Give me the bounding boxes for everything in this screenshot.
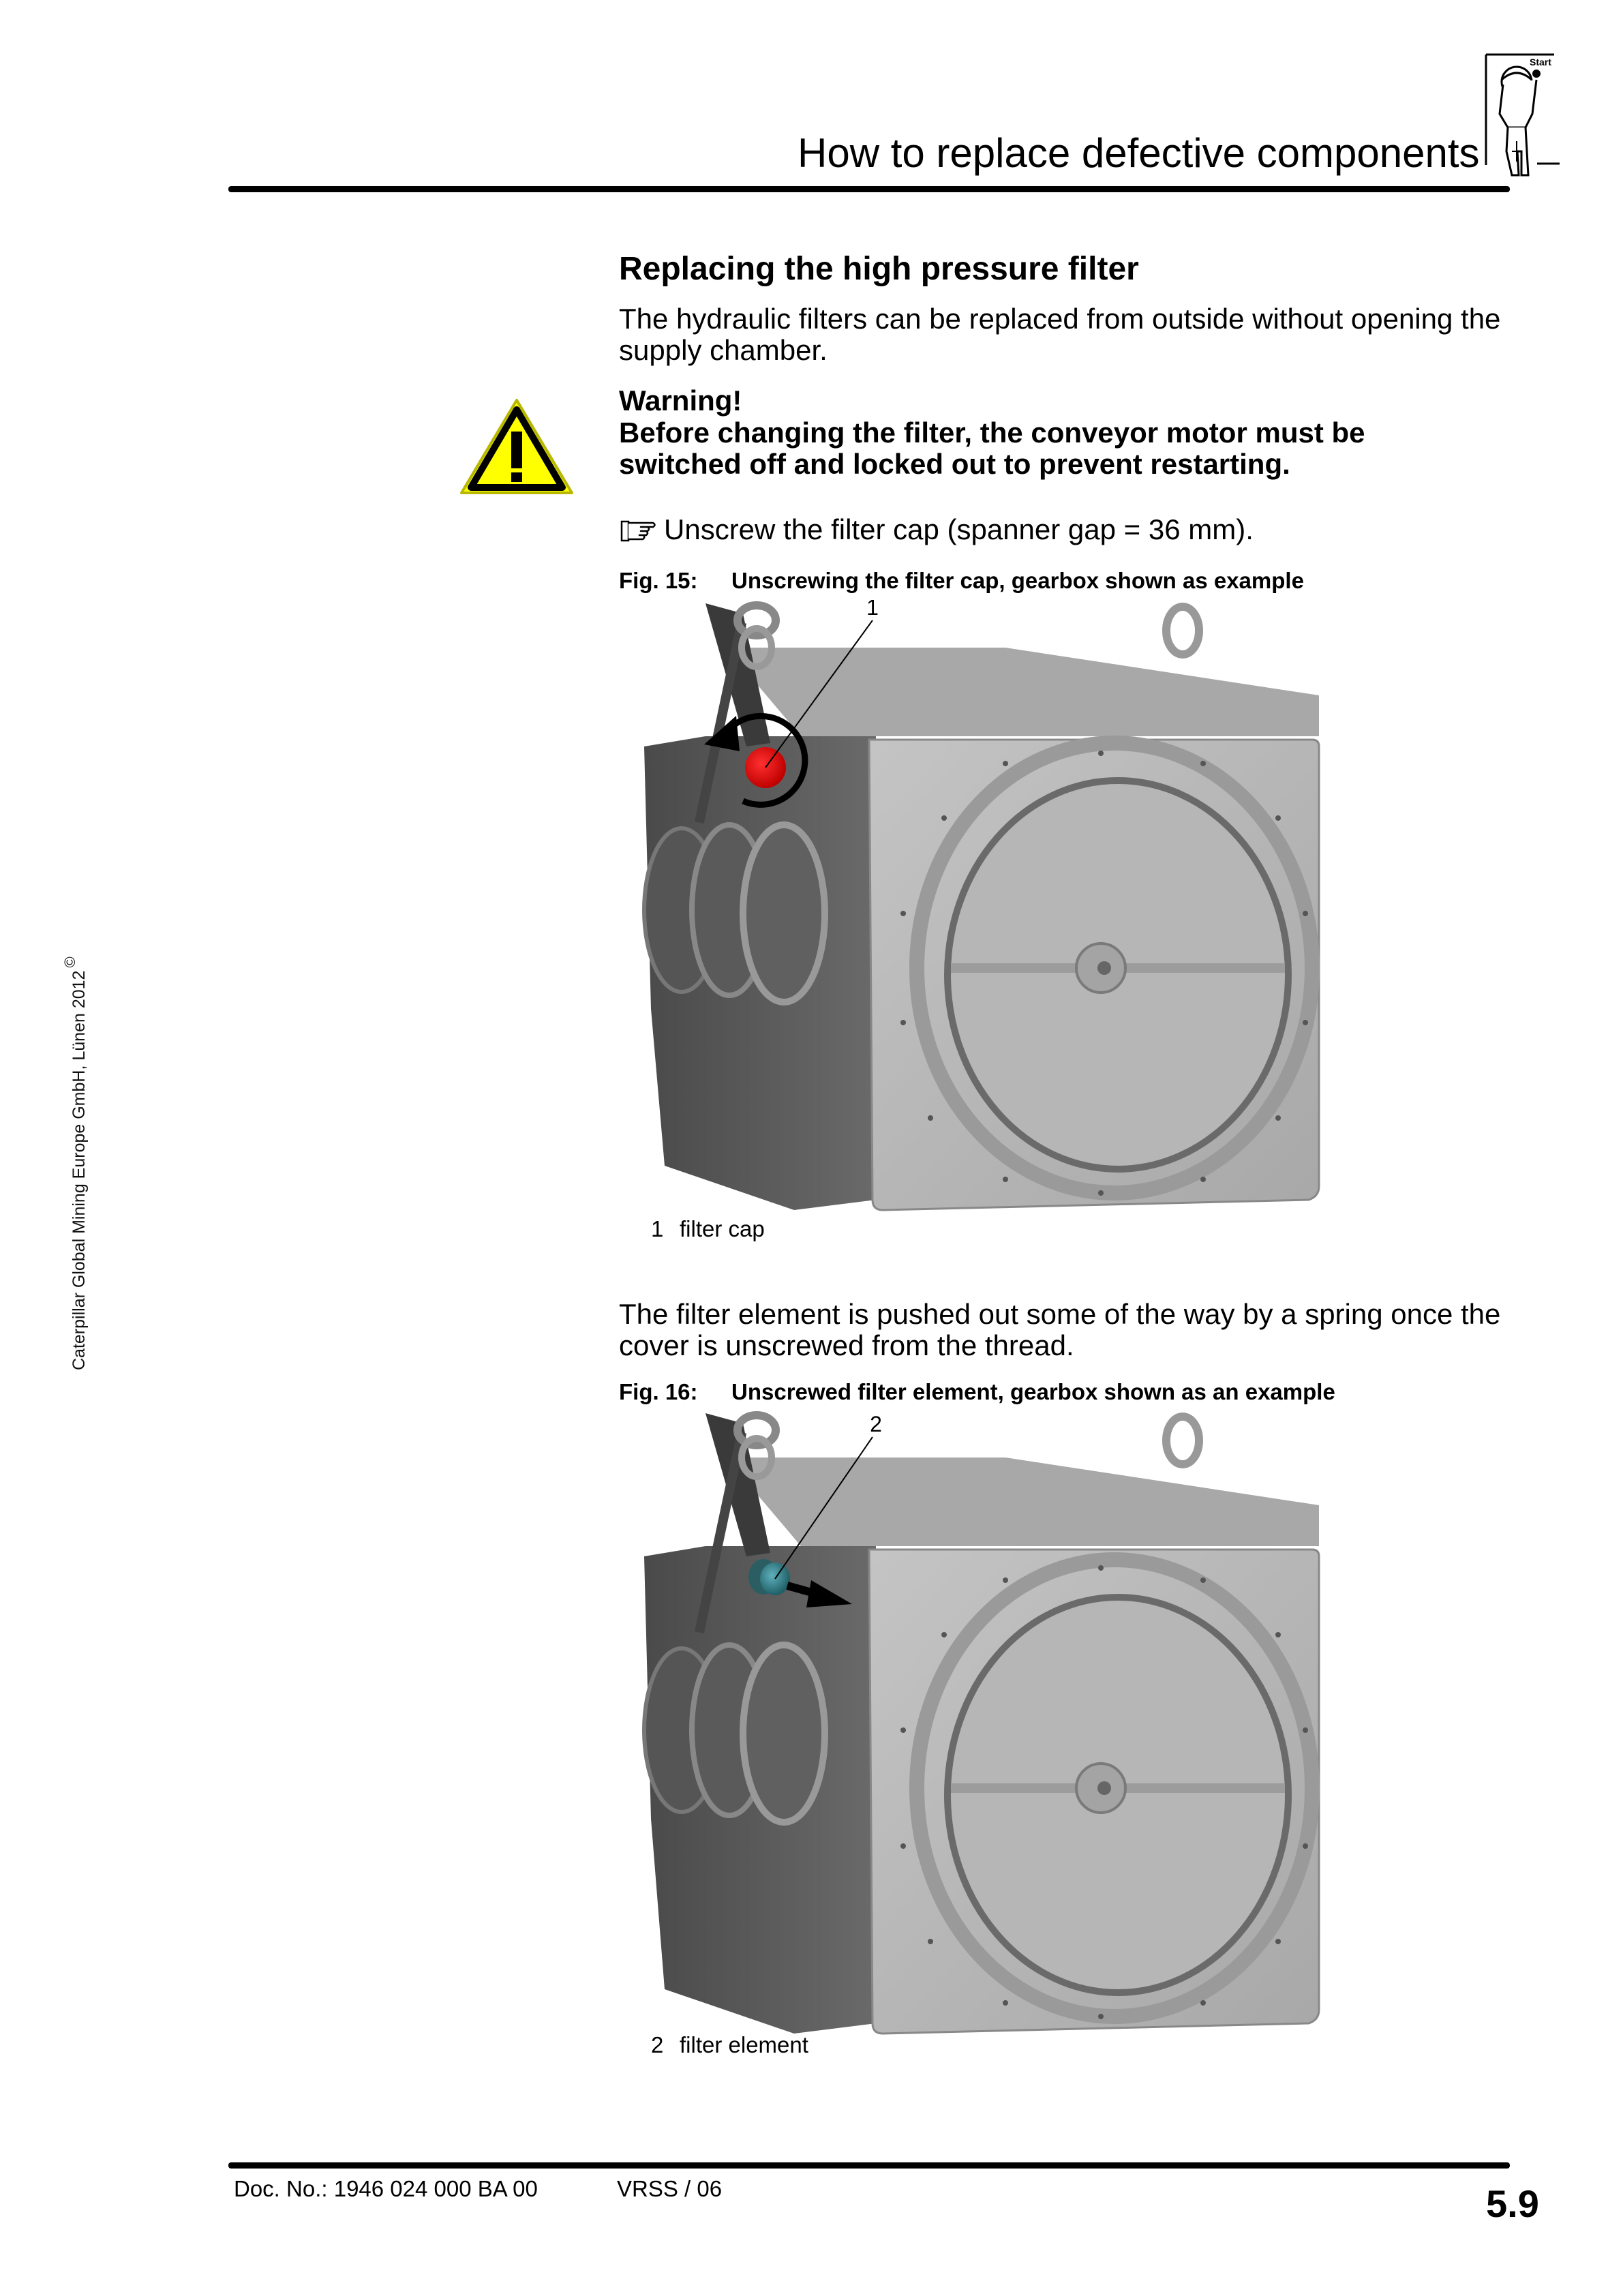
- page-number: 5.9: [1486, 2182, 1539, 2225]
- callout-1: 1: [866, 600, 879, 620]
- figure-16-gearbox-drawing: [624, 1410, 1380, 2037]
- footer-divider: [228, 2162, 1510, 2169]
- footer-version: VRSS / 06: [617, 2176, 723, 2201]
- header-divider: [228, 186, 1510, 192]
- figure-16-caption: [619, 1378, 1512, 1406]
- legend-text: filter element: [680, 2032, 808, 2057]
- legend-number: 2: [651, 2032, 664, 2057]
- step-text: Unscrew the filter cap (spanner gap = 36 mm).: [664, 513, 1254, 545]
- copyright-text: Caterpillar Global Mining Europe GmbH, Lünen 2012: [70, 970, 89, 1370]
- intro-paragraph: The hydraulic filters can be replaced from outside without opening the supply chamber.: [619, 303, 1501, 366]
- copyright-symbol: ©: [61, 956, 78, 968]
- warning-text: Before changing the filter, the conveyor motor must be switched off and locked out to prevent restarting.: [619, 417, 1365, 480]
- figure-number: Fig. 15:: [619, 568, 698, 593]
- warning-heading: Warning!: [619, 384, 742, 417]
- filter-element-paragraph: The filter element is pushed out some of the way by a spring once the cover is unscrewed from the thread.: [619, 1298, 1501, 1361]
- figure-15-gearbox-drawing: [624, 600, 1380, 1213]
- legend-text: filter cap: [680, 1216, 765, 1241]
- start-label: Start: [1530, 57, 1551, 67]
- page-header-title: How to replace defective components: [798, 130, 1480, 176]
- legend-number: 1: [651, 1216, 664, 1241]
- figure-16-legend: [651, 2031, 808, 2059]
- instruction-step: [619, 513, 1512, 547]
- figure-caption-text: Unscrewed filter element, gearbox shown as an example: [731, 1379, 1335, 1404]
- callout-2: 2: [870, 1412, 882, 1436]
- figure-caption-text: Unscrewing the filter cap, gearbox shown as example: [731, 568, 1304, 593]
- figure-15-caption: [619, 567, 1512, 594]
- pointing-hand-icon: [619, 513, 660, 547]
- worker-start-button-icon: [1479, 49, 1568, 185]
- section-title: Replacing the high pressure filter: [619, 251, 1139, 287]
- figure-15-legend: [651, 1215, 765, 1243]
- side-copyright: [61, 956, 89, 1370]
- figure-number: Fig. 16:: [619, 1379, 698, 1404]
- warning-triangle-icon: [459, 397, 575, 497]
- footer-doc-number: Doc. No.: 1946 024 000 BA 00: [234, 2176, 538, 2201]
